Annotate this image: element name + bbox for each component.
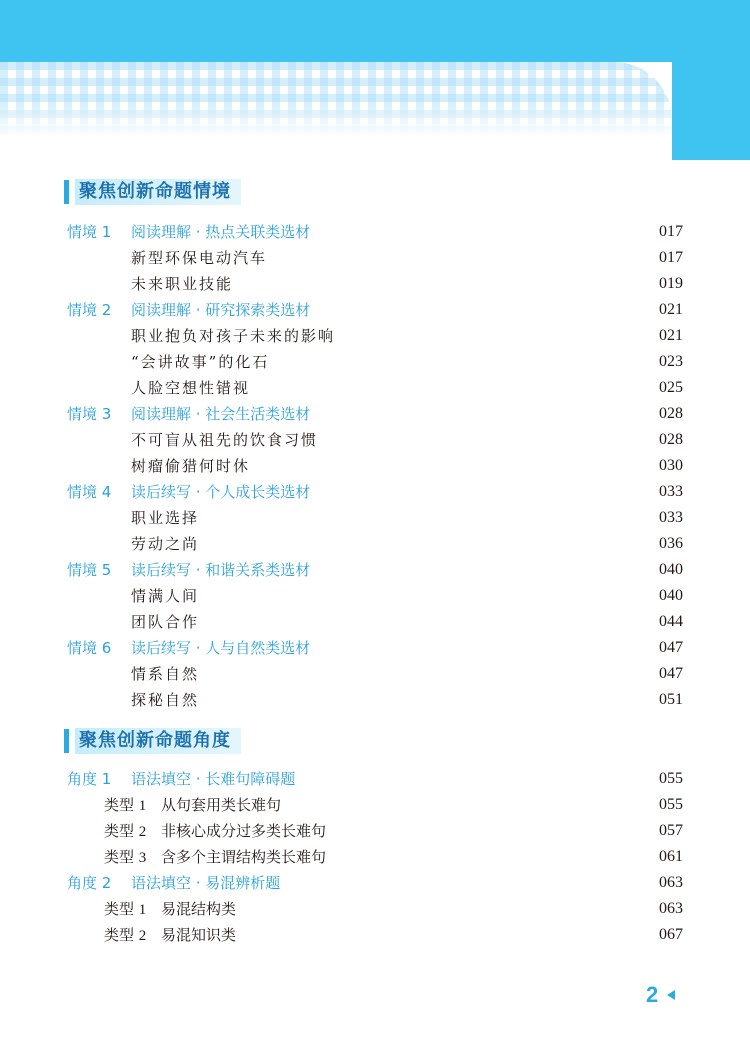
category-label: 情境 4 bbox=[67, 483, 112, 501]
type-word: 类型 bbox=[104, 822, 135, 840]
type-number: 3 bbox=[138, 850, 147, 866]
toc-item-row[interactable] bbox=[0, 428, 750, 452]
item-title: 树瘤偷猎何时休 bbox=[131, 457, 251, 475]
category-title: 阅读理解 · 研究探索类选材 bbox=[131, 301, 311, 319]
page-number: 044 bbox=[659, 613, 683, 630]
toc-item-row[interactable] bbox=[0, 610, 750, 634]
type-number: 1 bbox=[138, 798, 147, 814]
category-title: 读后续写 · 人与自然类选材 bbox=[131, 639, 311, 657]
type-label bbox=[104, 897, 146, 922]
page-number: 055 bbox=[659, 796, 683, 813]
toc-item-row[interactable] bbox=[0, 272, 750, 296]
toc-category-row[interactable] bbox=[0, 871, 750, 895]
page-number: 057 bbox=[659, 822, 683, 839]
type-label bbox=[104, 819, 146, 844]
toc-item-row[interactable] bbox=[0, 662, 750, 686]
item-title: 团队合作 bbox=[131, 613, 200, 631]
page-number: 047 bbox=[659, 639, 683, 656]
category-title: 阅读理解 · 社会生活类选材 bbox=[131, 405, 311, 423]
type-word: 类型 bbox=[104, 848, 135, 866]
item-title: 职业抱负对孩子未来的影响 bbox=[131, 327, 336, 345]
type-label bbox=[104, 845, 146, 870]
item-title: 未来职业技能 bbox=[131, 275, 234, 293]
toc-item-row[interactable] bbox=[0, 584, 750, 608]
section-title: 聚焦创新命题角度 bbox=[75, 728, 241, 754]
category-label: 情境 1 bbox=[67, 223, 112, 241]
category-title: 读后续写 · 个人成长类选材 bbox=[131, 483, 311, 501]
header-checker-pattern bbox=[0, 62, 672, 138]
category-label: 情境 3 bbox=[67, 405, 112, 423]
header-band bbox=[0, 0, 750, 62]
header-band-side bbox=[672, 40, 750, 160]
toc-type-row[interactable] bbox=[0, 819, 750, 843]
item-title: 非核心成分过多类长难句 bbox=[161, 822, 327, 840]
toc-category-row[interactable] bbox=[0, 767, 750, 791]
page-number: 019 bbox=[659, 275, 683, 292]
page-number: 017 bbox=[659, 249, 683, 266]
category-title: 语法填空 · 易混辨析题 bbox=[131, 874, 281, 892]
toc-item-row[interactable] bbox=[0, 506, 750, 530]
toc-type-row[interactable] bbox=[0, 923, 750, 947]
page-number: 063 bbox=[659, 900, 683, 917]
page-number: 023 bbox=[659, 353, 683, 370]
category-label: 角度 2 bbox=[67, 874, 112, 892]
item-title: 探秘自然 bbox=[131, 691, 200, 709]
page-number: 047 bbox=[659, 665, 683, 682]
page-number: 063 bbox=[659, 874, 683, 891]
page-number: 055 bbox=[659, 770, 683, 787]
type-number: 1 bbox=[138, 902, 147, 918]
item-title: 职业选择 bbox=[131, 509, 200, 527]
category-title: 阅读理解 · 热点关联类选材 bbox=[131, 223, 311, 241]
page-arrow-icon bbox=[667, 990, 675, 1000]
category-label: 角度 1 bbox=[67, 770, 112, 788]
type-label bbox=[104, 923, 146, 948]
type-word: 类型 bbox=[104, 926, 135, 944]
type-word: 类型 bbox=[104, 900, 135, 918]
page-number: 051 bbox=[659, 691, 683, 708]
page-number: 061 bbox=[659, 848, 683, 865]
toc-item-row[interactable] bbox=[0, 532, 750, 556]
toc-item-row[interactable] bbox=[0, 246, 750, 270]
page-number: 021 bbox=[659, 327, 683, 344]
toc-category-row[interactable] bbox=[0, 558, 750, 582]
toc-category-row[interactable] bbox=[0, 298, 750, 322]
page-number: 040 bbox=[659, 587, 683, 604]
page-number: 021 bbox=[659, 301, 683, 318]
category-label: 情境 6 bbox=[67, 639, 112, 657]
item-title: 含多个主谓结构类长难句 bbox=[161, 848, 327, 866]
type-label bbox=[104, 793, 146, 818]
section-heading bbox=[64, 179, 241, 205]
section-heading bbox=[64, 728, 241, 754]
type-number: 2 bbox=[138, 928, 147, 944]
toc-category-row[interactable] bbox=[0, 636, 750, 660]
section-bar bbox=[64, 729, 69, 753]
category-label: 情境 5 bbox=[67, 561, 112, 579]
page-number: 028 bbox=[659, 431, 683, 448]
type-number: 2 bbox=[138, 824, 147, 840]
toc-type-row[interactable] bbox=[0, 793, 750, 817]
item-title: 易混知识类 bbox=[161, 926, 237, 944]
page-number: 030 bbox=[659, 457, 683, 474]
item-title: 易混结构类 bbox=[161, 900, 237, 918]
category-title: 读后续写 · 和谐关系类选材 bbox=[131, 561, 311, 579]
footer-page-number: 2 bbox=[646, 982, 659, 1007]
toc-item-row[interactable] bbox=[0, 688, 750, 712]
page-number: 017 bbox=[659, 223, 683, 240]
toc-category-row[interactable] bbox=[0, 402, 750, 426]
toc-item-row[interactable] bbox=[0, 350, 750, 374]
page-number: 025 bbox=[659, 379, 683, 396]
page-number: 033 bbox=[659, 509, 683, 526]
category-label: 情境 2 bbox=[67, 301, 112, 319]
toc-type-row[interactable] bbox=[0, 845, 750, 869]
toc-type-row[interactable] bbox=[0, 897, 750, 921]
category-title: 语法填空 · 长难句障碍题 bbox=[131, 770, 296, 788]
item-title: 情系自然 bbox=[131, 665, 200, 683]
page-number: 040 bbox=[659, 561, 683, 578]
toc-item-row[interactable] bbox=[0, 454, 750, 478]
toc-category-row[interactable] bbox=[0, 220, 750, 244]
item-title: 人脸空想性错视 bbox=[131, 379, 251, 397]
toc-category-row[interactable] bbox=[0, 480, 750, 504]
item-title: 不可盲从祖先的饮食习惯 bbox=[131, 431, 319, 449]
page-number: 067 bbox=[659, 926, 683, 943]
item-title: 情满人间 bbox=[131, 587, 200, 605]
type-word: 类型 bbox=[104, 796, 135, 814]
toc-item-row[interactable] bbox=[0, 376, 750, 400]
item-title: 劳动之尚 bbox=[131, 535, 200, 553]
item-title: “会讲故事”的化石 bbox=[131, 353, 270, 371]
item-title: 新型环保电动汽车 bbox=[131, 249, 268, 267]
page-number: 028 bbox=[659, 405, 683, 422]
section-bar bbox=[64, 180, 69, 204]
toc-item-row[interactable] bbox=[0, 324, 750, 348]
page-number: 036 bbox=[659, 535, 683, 552]
page-number: 033 bbox=[659, 483, 683, 500]
section-title: 聚焦创新命题情境 bbox=[75, 179, 241, 205]
item-title: 从句套用类长难句 bbox=[161, 796, 282, 814]
